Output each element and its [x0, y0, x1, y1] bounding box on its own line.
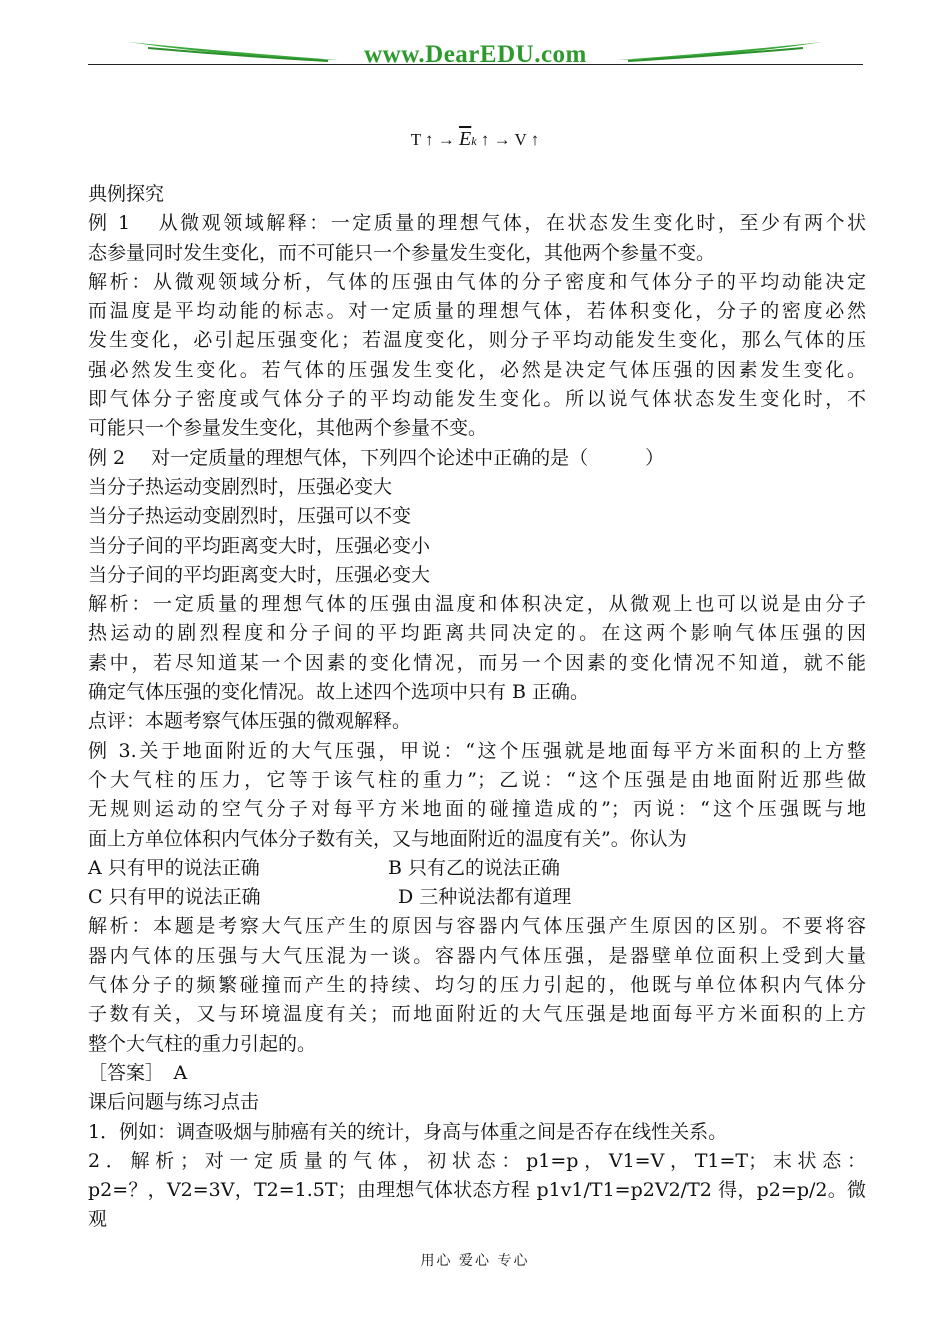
- text-line: [88, 209, 866, 238]
- option-right: D 三种说法都有道理: [398, 886, 572, 909]
- text-line: [88, 707, 866, 736]
- text-line: [88, 1000, 866, 1029]
- text-line: [88, 561, 866, 590]
- text-line: [88, 942, 866, 971]
- text-line: [88, 678, 866, 707]
- line-text: 1．例如：调查吸烟与肺癌有关的统计，身高与体重之间是否存在线性关系。: [88, 1120, 728, 1143]
- right-arrow-icon: →: [437, 130, 455, 149]
- text-line: [88, 649, 866, 678]
- text-line: [88, 825, 866, 854]
- line-text: 例 3.关于地面附近的大气压强，甲说：“这个压强就是地面每平方米面积的上方整: [88, 739, 866, 762]
- text-line: [88, 1118, 866, 1147]
- line-text: 典例探究: [88, 183, 165, 205]
- text-line: [88, 385, 866, 414]
- line-text: 当分子热运动变剧烈时，压强可以不变: [88, 505, 412, 528]
- line-text: 热运动的剧烈程度和分子间的平均距离共同决定的。在这两个影响气体压强的因: [88, 622, 866, 645]
- text-line: [88, 1176, 866, 1231]
- text-line: [88, 766, 866, 795]
- text-line: [88, 180, 866, 209]
- line-text: 态参量同时发生变化，而不可能只一个参量发生变化，其他两个参量不变。: [88, 241, 716, 264]
- option-right: B 只有乙的说法正确: [388, 856, 561, 879]
- line-text: 当分子间的平均距离变大时，压强必变小: [88, 534, 431, 557]
- text-line: [88, 971, 866, 1000]
- line-text: 而温度是平均动能的标志。对一定质量的理想气体，若体积变化，分子的密度必然: [88, 300, 866, 323]
- paragraph-block-1: [88, 180, 866, 854]
- line-text: 面上方单位体积内气体分子数有关，又与地面附近的温度有关”。你认为: [88, 827, 687, 850]
- text-line: [88, 1030, 866, 1059]
- line-text: p2=？，V2=3V，T2=1.5T；由理想气体状态方程 p1v1/T1=p2V2/T2 得，p2=p/2。微观: [88, 1179, 866, 1231]
- line-text: 气体分子的频繁碰撞而产生的持续、均匀的压力引起的，他既与单位体积内气体分: [88, 974, 866, 997]
- text-line: [88, 795, 866, 824]
- text-line: [88, 414, 866, 443]
- formula-ek: $\overline{E}$: [459, 128, 472, 150]
- line-text: 确定气体压强的变化情况。故上述四个选项中只有 B 正确。: [88, 681, 590, 704]
- line-text: 无规则运动的空气分子对每平方米地面的碰撞造成的”；丙说：“这个压强既与地: [88, 798, 866, 821]
- up-arrow-icon: ↑: [425, 130, 434, 149]
- text-line: [88, 297, 866, 326]
- line-text: 个大气柱的压力，它等于该气柱的重力”；乙说：“这个压强是由地面附近那些做: [88, 768, 866, 791]
- text-line: [88, 473, 866, 502]
- example-label: 例 2: [88, 446, 126, 469]
- text-line: [88, 912, 866, 941]
- line-text: 当分子间的平均距离变大时，压强必变大: [88, 563, 431, 586]
- option-left: C 只有甲的说法正确: [88, 886, 261, 909]
- text-line: [88, 268, 866, 297]
- line-text: 点评：本题考察气体压强的微观解释。: [88, 710, 412, 733]
- text-line: [88, 326, 866, 355]
- formula-t: T: [410, 130, 421, 149]
- line-text: 解析：一定质量的理想气体的压强由温度和体积决定，从微观上也可以说是由分子: [88, 593, 866, 616]
- line-text: 解析：从微观领域分析，气体的压强由气体的分子密度和气体分子的平均动能决定: [88, 270, 866, 293]
- up-arrow-icon: ↑: [530, 130, 540, 149]
- text-line: [88, 502, 866, 531]
- text-line: [88, 619, 866, 648]
- formula-v: V: [514, 130, 527, 149]
- site-url[interactable]: www.DearEDU.com: [364, 41, 587, 68]
- line-text: 解析：本题是考察大气压产生的原因与容器内气体压强产生原因的区别。不要将容: [88, 915, 866, 938]
- text-line: [88, 590, 866, 619]
- example-label: 例 1: [88, 212, 131, 235]
- text-line: [88, 444, 866, 473]
- line-text: 2．解析；对一定质量的气体，初状态：p1=p，V1=V，T1=T；末状态：: [88, 1149, 866, 1172]
- text-line: [88, 1088, 866, 1117]
- text-line: [88, 1147, 866, 1176]
- line-text: 可能只一个参量发生变化，其他两个参量不变。: [88, 417, 488, 440]
- line-text: 发生变化，必引起压强变化；若温度变化，则分子平均动能发生变化，那么气体的压: [88, 329, 866, 352]
- line-text: 子数有关，又与环境温度有关；而地面附近的大气压强是地面每平方米面积的上方: [88, 1003, 866, 1026]
- answer-options: [88, 854, 866, 913]
- option-row: [88, 883, 866, 912]
- text-line: [88, 1059, 866, 1088]
- header-rule: [88, 64, 863, 65]
- line-text: ［答案］ A: [88, 1061, 188, 1084]
- text-line: [88, 737, 866, 766]
- page-footer: 用心 爱心 专心: [420, 1253, 530, 1269]
- line-text: 对一定质量的理想气体，下列四个论述中正确的是（ ）: [151, 446, 665, 469]
- text-line: [88, 532, 866, 561]
- line-text: 从微观领域解释：一定质量的理想气体，在状态发生变化时，至少有两个状: [156, 212, 866, 235]
- right-arrow-icon: →: [493, 130, 511, 149]
- line-text: 整个大气柱的重力引起的。: [88, 1032, 317, 1055]
- up-arrow-icon: ↑: [480, 130, 490, 149]
- line-text: 课后问题与练习点击: [88, 1091, 260, 1114]
- text-line: [88, 356, 866, 385]
- formula: [0, 128, 950, 151]
- line-text: 即气体分子密度或气体分子的平均动能发生变化。所以说气体状态发生变化时，不: [88, 388, 866, 411]
- line-text: 素中，若尽知道某一个因素的变化情况，而另一个因素的变化情况不知道，就不能: [88, 651, 866, 674]
- document-body: [88, 180, 866, 1231]
- option-left: A 只有甲的说法正确: [88, 856, 260, 879]
- line-text: 器内气体的压强与大气压混为一谈。容器内气体压强，是器壁单位面积上受到大量: [88, 944, 866, 967]
- text-line: [88, 239, 866, 268]
- line-text: 强必然发生变化。若气体的压强发生变化，必然是决定气体压强的因素发生变化。: [88, 358, 866, 381]
- line-text: 当分子热运动变剧烈时，压强必变大: [88, 475, 393, 498]
- formula-ek-sub: k: [471, 134, 477, 148]
- option-row: [88, 854, 866, 883]
- paragraph-block-2: [88, 912, 866, 1231]
